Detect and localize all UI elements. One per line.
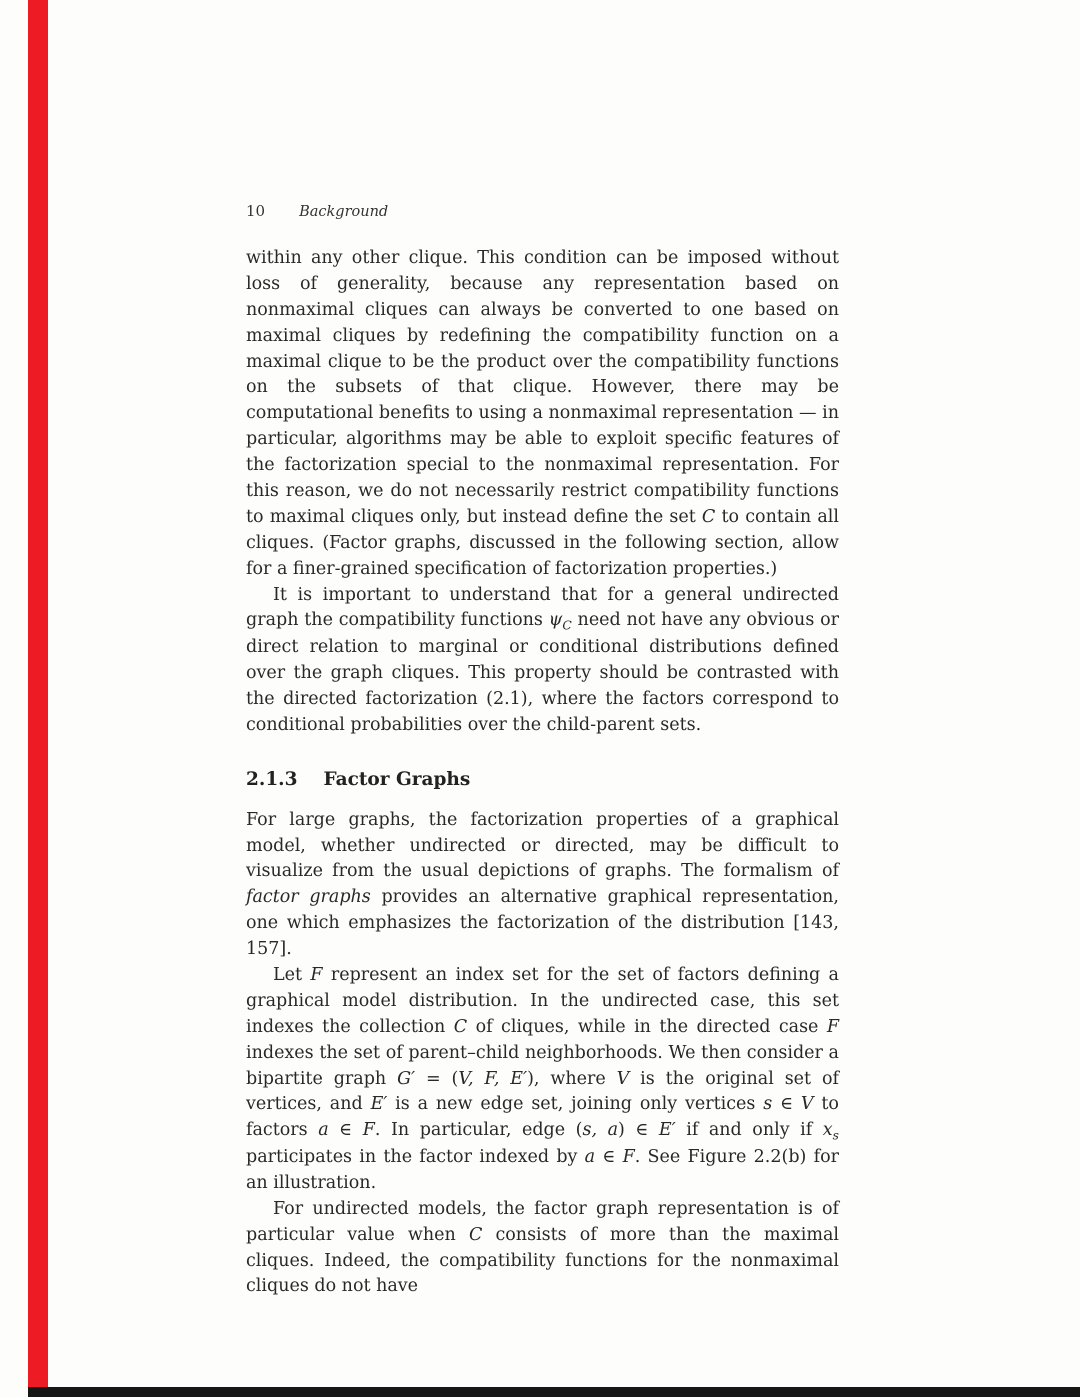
paragraph-4: Let F represent an index set for the set of factors defining a graphical model distribution. In the undirected case, this set indexes the collection C of cliques, while in the directed case F indexes the set of parent–child neighborhoods. We then consider a bipartite graph G′ = (V, F, E′), where V is the original set of vertices, and E′ is a new edge set, joining only vertices s ∈ V to factors a ∈ F. In particular, edge (s, a) ∈ E′ if and only if $x_s$ participates in the factor indexed by a ∈ F. See Figure 2.2(b) for an illustration. [246, 965, 840, 1193]
running-header [246, 202, 839, 220]
paragraph-3: For large graphs, the factorization properties of a graphical model, whether undirected or directed, may be difficult to visualize from the usual depictions of graphs. The formalism of factor graphs provides an alternative graphical representation, one which emphasizes the factorization of the distribution [143, 157]. [246, 809, 839, 960]
section-title: Factor Graphs [323, 768, 471, 790]
section-number: 2.1.3 [246, 768, 298, 790]
paragraph-5: For undirected models, the factor graph representation is of particular value when C consists of more than the maximal cliques. Indeed, the compatibility functions for the nonmaximal cliques do not have [246, 1198, 839, 1297]
section-heading [246, 769, 839, 790]
paragraph-1: within any other clique. This condition can be imposed without loss of generality, because any representation based on nonmaximal cliques can always be converted to one based on maximal cliques by redefining the compatibility function on a maximal clique to be the product over the compatibility functions on the subsets of that clique. However, there may be computational benefits to using a nonmaximal representation — in particular, algorithms may be able to exploit specific features of the factorization special to the nonmaximal representation. For this reason, we do not necessarily restrict compatibility functions to maximal cliques only, but instead define the set C to contain all cliques. (Factor graphs, discussed in the following section, allow for a finer-grained specification of factorization properties.) [246, 248, 839, 579]
book-bottom-edge [28, 1387, 1080, 1397]
document-page [246, 202, 839, 1300]
page-number: 10 [246, 202, 266, 220]
paragraph-2: It is important to understand that for a general undirected graph the compatibility functions $\psi_C$ need not have any obvious or direct relation to marginal or conditional distributions defined over the graph cliques. This property should be contrasted with the directed factorization (2.1), where the factors correspond to conditional probabilities over the child-parent sets. [246, 584, 839, 735]
book-spine-edge [28, 0, 48, 1397]
running-title: Background [299, 204, 389, 220]
